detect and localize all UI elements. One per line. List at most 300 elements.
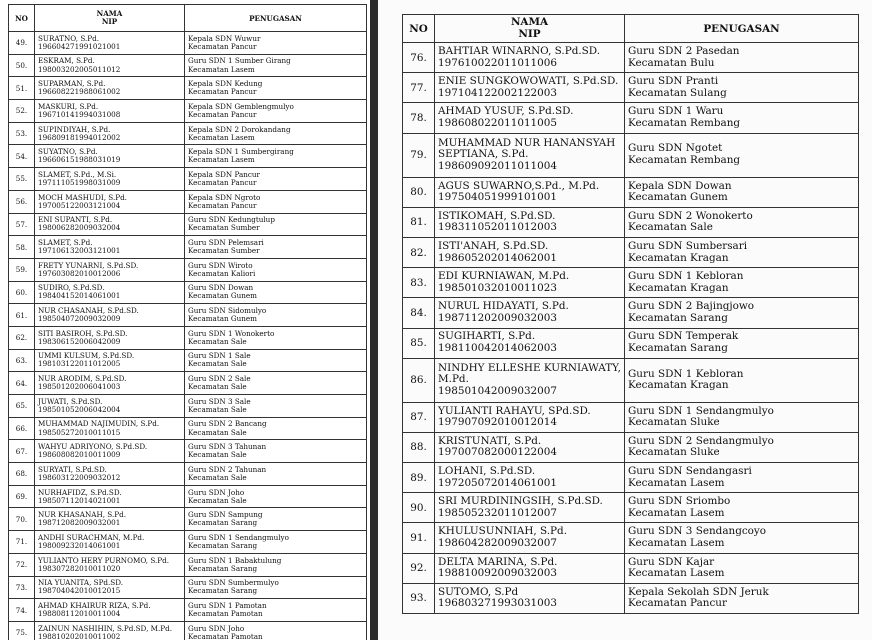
- row-number: 57.: [9, 213, 35, 236]
- assignment-cell: [185, 395, 367, 418]
- person-name: SUPARMAN, S.Pd.: [38, 79, 106, 89]
- person-name: SLAMET, S.Pd.: [38, 237, 93, 247]
- nip-number: 197104122002122003: [438, 86, 557, 99]
- person-name: MUHAMMAD NAJIMUDIN, S.Pd.: [38, 419, 160, 429]
- table-row: [9, 372, 367, 395]
- assignment-district: Kecamatan Sale: [188, 472, 247, 482]
- assignment-school: Guru SDN 2 Sale: [188, 374, 251, 384]
- table-row: [9, 440, 367, 463]
- assignment-district: Kecamatan Rembang: [628, 116, 741, 129]
- row-number: 86.: [403, 358, 435, 402]
- assignment-district: Kecamatan Pancur: [188, 109, 257, 119]
- person-name: SURATNO, S.Pd.: [38, 33, 99, 43]
- assignment-cell: [185, 599, 367, 622]
- person-name: ENIE SUNGKOWOWATI, S.Pd.SD.: [438, 75, 619, 88]
- name-nip-cell: [435, 133, 625, 177]
- assignment-school: Guru SDN Wiroto: [188, 260, 253, 270]
- assignment-school: Guru SDN 1 Pamotan: [188, 600, 267, 610]
- name-nip-cell: [35, 100, 185, 123]
- name-nip-cell: [35, 326, 185, 349]
- person-name: AHMAD KHAIRUR RIZA, S.Pd.: [38, 600, 151, 610]
- table-row: [9, 304, 367, 327]
- assignment-cell: [185, 553, 367, 576]
- row-number: 82.: [403, 237, 435, 267]
- nip-number: 198505232011012007: [438, 506, 557, 519]
- person-name: AHMAD YUSUF, S.Pd.SD.: [438, 105, 574, 118]
- assignment-school: Guru SDN Pranti: [628, 75, 719, 88]
- assignment-cell: [185, 190, 367, 213]
- row-number: 49.: [9, 32, 35, 55]
- name-nip-cell: [35, 531, 185, 554]
- row-number: 55.: [9, 168, 35, 191]
- assignment-district: Kecamatan Sale: [188, 359, 247, 369]
- row-number: 61.: [9, 304, 35, 327]
- row-number: 54.: [9, 145, 35, 168]
- nip-number: 198501032010011023: [438, 281, 557, 294]
- assignment-school: Guru SDN Pelemsari: [188, 237, 264, 247]
- assignment-district: Kecamatan Sale: [188, 382, 247, 392]
- assignment-cell: [185, 168, 367, 191]
- name-nip-cell: [35, 32, 185, 55]
- person-name: SUDIRO, S.Pd.SD.: [38, 283, 105, 293]
- assignment-school: Guru SDN Kedungtulup: [188, 215, 275, 225]
- assignment-cell: [625, 103, 859, 133]
- person-name: NURUL HIDAYATI, S.Pd.: [438, 300, 569, 313]
- row-number: 65.: [9, 395, 35, 418]
- assignment-school: Guru SDN 1 Sendangmulyo: [188, 532, 289, 542]
- assignment-district: Kecamatan Lasem: [628, 476, 725, 489]
- header-no: NO: [9, 5, 35, 32]
- row-number: 87.: [403, 402, 435, 432]
- nip-number: 198609092011011004: [438, 159, 557, 172]
- name-nip-cell: [435, 402, 625, 432]
- nip-number: 198608022011011005: [438, 116, 557, 129]
- assignment-cell: [625, 358, 859, 402]
- table-header-row: [9, 5, 367, 32]
- person-name: SUTOMO, S.Pd: [438, 585, 519, 598]
- table-row: [9, 258, 367, 281]
- nip-number: 198504072009032009: [38, 314, 121, 324]
- row-number: 85.: [403, 328, 435, 358]
- nip-number: 198810092009032003: [438, 567, 557, 580]
- assignment-district: Kecamatan Sulang: [628, 86, 727, 99]
- nip-number: 198505272010011015: [38, 427, 121, 437]
- name-nip-cell: [435, 358, 625, 402]
- table-row: [9, 395, 367, 418]
- assignment-district: Kecamatan Sluke: [628, 446, 720, 459]
- person-name: NINDHY ELLESHE KURNIAWATY,: [438, 361, 621, 374]
- assignment-school: Guru SDN Kajar: [628, 555, 715, 568]
- name-nip-cell: [35, 168, 185, 191]
- row-number: 73.: [9, 576, 35, 599]
- nip-number: 196608221988061002: [38, 87, 121, 97]
- person-name: UMMI KULSUM, S.Pd.SD.: [38, 351, 135, 361]
- assignment-cell: [185, 485, 367, 508]
- nip-number: 198306152006042009: [38, 336, 121, 346]
- nip-number: 198501202006041003: [38, 382, 121, 392]
- assignment-school: Kepala SDN Gemblengmulyo: [188, 101, 294, 111]
- assignment-cell: [625, 553, 859, 583]
- row-number: 88.: [403, 432, 435, 462]
- name-nip-cell: [35, 553, 185, 576]
- assignment-district: Kecamatan Kragan: [628, 251, 729, 264]
- assignment-district: Kecamatan Gunem: [188, 314, 257, 324]
- person-name: MOCH MASHUDI, S.Pd.: [38, 192, 127, 202]
- assignment-district: Kecamatan Sarang: [188, 518, 258, 528]
- assignment-cell: [185, 100, 367, 123]
- table-row: [9, 417, 367, 440]
- table-row: [403, 493, 859, 523]
- name-nip-cell: [435, 523, 625, 553]
- name-nip-cell: [435, 432, 625, 462]
- assignment-cell: [625, 463, 859, 493]
- assignment-district: Kecamatan Pancur: [628, 597, 727, 610]
- assignment-school: Guru SDN 3 Sendangcoyo: [628, 525, 767, 538]
- person-name: ENI SUPANTI, S.Pd.: [38, 215, 113, 225]
- person-name: JUWATI, S.Pd.SD.: [38, 396, 103, 406]
- assignment-school: Guru SDN Joho: [188, 623, 245, 633]
- assignment-district: Kecamatan Sarang: [628, 342, 728, 355]
- nip-number: 198507112014021001: [38, 495, 121, 505]
- assignment-cell: [185, 122, 367, 145]
- person-name: SITI BASIROH, S.Pd.SD.: [38, 328, 128, 338]
- header-nama-nip: [435, 15, 625, 43]
- row-number: 92.: [403, 553, 435, 583]
- name-nip-cell: [35, 349, 185, 372]
- assignment-school: Kepala SDN 2 Dorokandang: [188, 124, 291, 134]
- nip-number: 198704042010012015: [38, 586, 121, 596]
- name-nip-cell: [35, 258, 185, 281]
- assignment-cell: [625, 73, 859, 103]
- header-no: NO: [403, 15, 435, 43]
- assignment-district: Kecamatan Pancur: [188, 87, 257, 97]
- assignment-school: Kepala SDN Dowan: [628, 179, 732, 192]
- assignment-school: Guru SDN 2 Sendangmulyo: [628, 434, 774, 447]
- name-nip-cell: [435, 268, 625, 298]
- assignment-cell: [185, 531, 367, 554]
- assignment-cell: [185, 508, 367, 531]
- nip-number: 198009232014061001: [38, 540, 121, 550]
- assignment-cell: [185, 576, 367, 599]
- assignment-cell: [625, 583, 859, 613]
- assignment-cell: [185, 32, 367, 55]
- name-nip-cell: [435, 73, 625, 103]
- table-row: [403, 328, 859, 358]
- assignment-cell: [625, 237, 859, 267]
- assignment-district: Kecamatan Sale: [628, 221, 713, 234]
- left-table-body: [9, 32, 367, 640]
- name-nip-cell: [35, 395, 185, 418]
- nip-number: 196803271993031003: [438, 597, 557, 610]
- row-number: 77.: [403, 73, 435, 103]
- person-name: ISTI'ANAH, S.Pd.SD.: [438, 239, 549, 252]
- row-number: 93.: [403, 583, 435, 613]
- row-number: 51.: [9, 77, 35, 100]
- table-row: [9, 145, 367, 168]
- assignment-school: Guru SDN 1 Sendangmulyo: [628, 404, 774, 417]
- name-nip-cell: [435, 328, 625, 358]
- person-name: MUHAMMAD NUR HANANSYAH: [438, 136, 616, 149]
- assignment-district: Kecamatan Lasem: [628, 537, 725, 550]
- row-number: 60.: [9, 281, 35, 304]
- table-row: [403, 402, 859, 432]
- table-row: [9, 54, 367, 77]
- person-name: LOHANI, S.Pd.SD.: [438, 465, 536, 478]
- person-name: YULIANTI RAHAYU, SPd.SD.: [438, 404, 591, 417]
- table-row: [9, 553, 367, 576]
- assignment-school: Guru SDN 2 Bajingjowo: [628, 300, 755, 313]
- nip-number: 197603082010012006: [38, 268, 121, 278]
- table-row: [403, 432, 859, 462]
- table-row: [403, 237, 859, 267]
- nip-number: 197610022011011006: [438, 56, 557, 69]
- row-number: 66.: [9, 417, 35, 440]
- nip-number: 196809181994012002: [38, 132, 121, 142]
- assignment-district: Kecamatan Lasem: [188, 64, 255, 74]
- person-name: ESKRAM, S.Pd.: [38, 56, 95, 66]
- assignment-district: Kecamatan Kragan: [628, 379, 729, 392]
- table-row: [9, 213, 367, 236]
- row-number: 83.: [403, 268, 435, 298]
- nip-number: 198605202014062001: [438, 251, 557, 264]
- assignment-district: Kecamatan Lasem: [628, 567, 725, 580]
- assignment-district: Kecamatan Sarang: [628, 311, 728, 324]
- header-nip: NIP: [101, 17, 118, 26]
- row-number: 71.: [9, 531, 35, 554]
- assignment-district: Kecamatan Sale: [188, 427, 247, 437]
- assignment-school: Guru SDN 2 Bancang: [188, 419, 267, 429]
- nip-number: 197007082000122004: [438, 446, 557, 459]
- name-nip-cell: [35, 304, 185, 327]
- table-row: [403, 268, 859, 298]
- header-nama-nip: [35, 5, 185, 32]
- assignment-district: Kecamatan Sarang: [188, 563, 258, 573]
- assignment-school: Guru SDN 3 Tahunan: [188, 442, 267, 452]
- person-name: NUR ARODIM, S.Pd.SD.: [38, 374, 127, 384]
- person-name: NUR KHASANAH, S.Pd.: [38, 510, 126, 520]
- table-row: [9, 485, 367, 508]
- assignment-district: Kecamatan Sarang: [188, 586, 258, 596]
- person-name: SUYATNO, S.Pd.: [38, 147, 98, 157]
- table-row: [403, 583, 859, 613]
- assignment-school: Kepala SDN Ngroto: [188, 192, 261, 202]
- person-name: WAHYU ADRIYONO, S.Pd.SD.: [38, 442, 148, 452]
- person-name: SRI MURDININGSIH, S.Pd.SD.: [438, 495, 603, 508]
- person-name: YULIANTO HERY PURNOMO, S.Pd.: [38, 555, 170, 565]
- name-nip-cell: [35, 599, 185, 622]
- person-name: MASKURI, S.Pd.: [38, 101, 99, 111]
- table-row: [9, 621, 367, 640]
- nip-number: 196710141994031008: [38, 109, 121, 119]
- person-name: SURYATI, S.Pd.SD.: [38, 464, 107, 474]
- row-number: 90.: [403, 493, 435, 523]
- assignment-district: Kecamatan Kaliori: [188, 268, 256, 278]
- name-nip-cell: [35, 463, 185, 486]
- assignment-school: Guru SDN 2 Wonokerto: [628, 209, 753, 222]
- assignment-school: Guru SDN 2 Tahunan: [188, 464, 267, 474]
- name-nip-cell: [35, 281, 185, 304]
- row-number: 74.: [9, 599, 35, 622]
- assignment-district: Kecamatan Pancur: [188, 177, 257, 187]
- nip-number: 198501052006042004: [38, 404, 121, 414]
- table-row: [9, 326, 367, 349]
- nip-number: 198608082010011009: [38, 450, 121, 460]
- assignment-school: Guru SDN Sriombo: [628, 495, 731, 508]
- header-nama: NAMA: [96, 8, 123, 18]
- assignment-school: Guru SDN Ngotet: [628, 142, 723, 155]
- assignment-school: Kepala Sekolah SDN Jeruk: [628, 585, 769, 598]
- name-nip-cell: [435, 177, 625, 207]
- row-number: 52.: [9, 100, 35, 123]
- assignment-cell: [625, 432, 859, 462]
- row-number: 56.: [9, 190, 35, 213]
- name-nip-cell: [435, 207, 625, 237]
- assignment-district: Kecamatan Bulu: [628, 56, 715, 69]
- nip-number: 198810202010011002: [38, 631, 121, 640]
- row-number: 70.: [9, 508, 35, 531]
- header-nip: NIP: [518, 27, 541, 40]
- assignment-school: Guru SDN 3 Sale: [188, 396, 251, 406]
- person-name: EDI KURNIAWAN, M.Pd.: [438, 270, 570, 283]
- table-row: [403, 103, 859, 133]
- person-name: NUR CHASANAH, S.Pd.SD.: [38, 306, 139, 316]
- row-number: 91.: [403, 523, 435, 553]
- table-row: [403, 523, 859, 553]
- nip-number: 197907092010012014: [438, 416, 557, 429]
- person-name: BAHTIAR WINARNO, S.Pd.SD.: [438, 44, 601, 57]
- row-number: 67.: [9, 440, 35, 463]
- assignment-cell: [185, 236, 367, 259]
- assignment-cell: [185, 372, 367, 395]
- assignment-district: Kecamatan Sarang: [188, 540, 258, 550]
- nip-number: 198404152014061001: [38, 291, 121, 301]
- person-name-continued: SEPTIANA, S.Pd.: [438, 148, 529, 161]
- name-nip-cell: [35, 190, 185, 213]
- assignment-district: Kecamatan Kragan: [628, 281, 729, 294]
- assignment-district: Kecamatan Gunem: [628, 191, 728, 204]
- person-name: SUGIHARTI, S.Pd.: [438, 330, 536, 343]
- table-row: [403, 73, 859, 103]
- assignment-district: Kecamatan Pancur: [188, 41, 257, 51]
- row-number: 63.: [9, 349, 35, 372]
- assignment-cell: [185, 77, 367, 100]
- table-row: [9, 236, 367, 259]
- assignment-district: Kecamatan Lasem: [188, 132, 255, 142]
- person-name: FRETY YUNARNI, S.Pd.SD.: [38, 260, 139, 270]
- person-name: SLAMET, S.Pd., M.Si.: [38, 169, 117, 179]
- assignment-cell: [185, 440, 367, 463]
- right-page: [378, 0, 872, 640]
- nip-number: 198003202005011012: [38, 64, 121, 74]
- row-number: 64.: [9, 372, 35, 395]
- row-number: 84.: [403, 298, 435, 328]
- assignment-district: Kecamatan Pamotan: [188, 609, 263, 619]
- table-row: [9, 122, 367, 145]
- nip-number: 198103122011012005: [38, 359, 121, 369]
- row-number: 59.: [9, 258, 35, 281]
- assignment-district: Kecamatan Sumber: [188, 223, 260, 233]
- assignment-cell: [185, 304, 367, 327]
- assignment-school: Guru SDN Sendangasri: [628, 465, 752, 478]
- header-penugasan: PENUGASAN: [185, 5, 367, 32]
- assignment-school: Kepala SDN Wuwur: [188, 33, 261, 43]
- nip-number: 198110042014062003: [438, 342, 557, 355]
- name-nip-cell: [435, 463, 625, 493]
- table-row: [403, 358, 859, 402]
- table-row: [9, 100, 367, 123]
- row-number: 78.: [403, 103, 435, 133]
- name-nip-cell: [35, 213, 185, 236]
- assignment-cell: [625, 298, 859, 328]
- assignment-cell: [625, 43, 859, 73]
- row-number: 68.: [9, 463, 35, 486]
- person-name: KRISTUNATI, S.Pd.: [438, 434, 542, 447]
- assignment-school: Guru SDN Dowan: [188, 283, 254, 293]
- name-nip-cell: [435, 43, 625, 73]
- nip-number: 196606151988031019: [38, 155, 121, 165]
- name-nip-cell: [35, 372, 185, 395]
- person-name: AGUS SUWARNO,S.Pd., M.Pd.: [438, 179, 600, 192]
- table-row: [9, 463, 367, 486]
- nip-number: 197205072014061001: [438, 476, 557, 489]
- assignment-school: Guru SDN Sidomulyo: [188, 306, 267, 316]
- row-number: 89.: [403, 463, 435, 493]
- assignment-cell: [625, 133, 859, 177]
- assignment-school: Guru SDN 1 Kebloran: [628, 270, 744, 283]
- assignment-cell: [185, 417, 367, 440]
- assignment-school: Guru SDN Sumbermulyo: [188, 578, 279, 588]
- assignment-school: Guru SDN 1 Waru: [628, 105, 724, 118]
- name-nip-cell: [435, 493, 625, 523]
- table-row: [9, 281, 367, 304]
- person-name: DELTA MARINA, S.Pd.: [438, 555, 558, 568]
- assignment-district: Kecamatan Sluke: [628, 416, 720, 429]
- name-nip-cell: [35, 236, 185, 259]
- nip-number: 198006282009032004: [38, 223, 121, 233]
- right-table-body: [403, 43, 859, 614]
- assignment-cell: [625, 493, 859, 523]
- assignment-school: Kepala SDN Kedung: [188, 79, 263, 89]
- header-penugasan: PENUGASAN: [625, 15, 859, 43]
- table-row: [403, 298, 859, 328]
- person-name: NIA YUANITA, SPd.SD.: [38, 578, 124, 588]
- assignment-school: Kepala SDN Pancur: [188, 169, 260, 179]
- nip-number: 197504051999101001: [438, 191, 557, 204]
- assignment-school: Guru SDN Joho: [188, 487, 245, 497]
- assignment-district: Kecamatan Pancur: [188, 200, 257, 210]
- right-assignment-table: [402, 14, 859, 614]
- assignment-school: Guru SDN Sampung: [188, 510, 263, 520]
- assignment-cell: [625, 402, 859, 432]
- assignment-cell: [185, 463, 367, 486]
- assignment-cell: [185, 349, 367, 372]
- person-name: NURHAFIDZ, S.Pd.SD.: [38, 487, 122, 497]
- assignment-school: Guru SDN 2 Pasedan: [628, 44, 740, 57]
- assignment-school: Guru SDN 1 Wonokerto: [188, 328, 275, 338]
- person-name-continued: M.Pd.: [438, 373, 469, 386]
- person-name: ANDHI SURACHMAN, M.Pd.: [38, 532, 145, 542]
- assignment-district: Kecamatan Gunem: [188, 291, 257, 301]
- name-nip-cell: [435, 583, 625, 613]
- name-nip-cell: [435, 237, 625, 267]
- assignment-district: Kecamatan Lasem: [628, 506, 725, 519]
- assignment-cell: [185, 213, 367, 236]
- row-number: 53.: [9, 122, 35, 145]
- nip-number: 198711202009032003: [438, 311, 557, 324]
- assignment-cell: [625, 523, 859, 553]
- table-row: [403, 177, 859, 207]
- assignment-school: Guru SDN 1 Babaktulung: [188, 555, 282, 565]
